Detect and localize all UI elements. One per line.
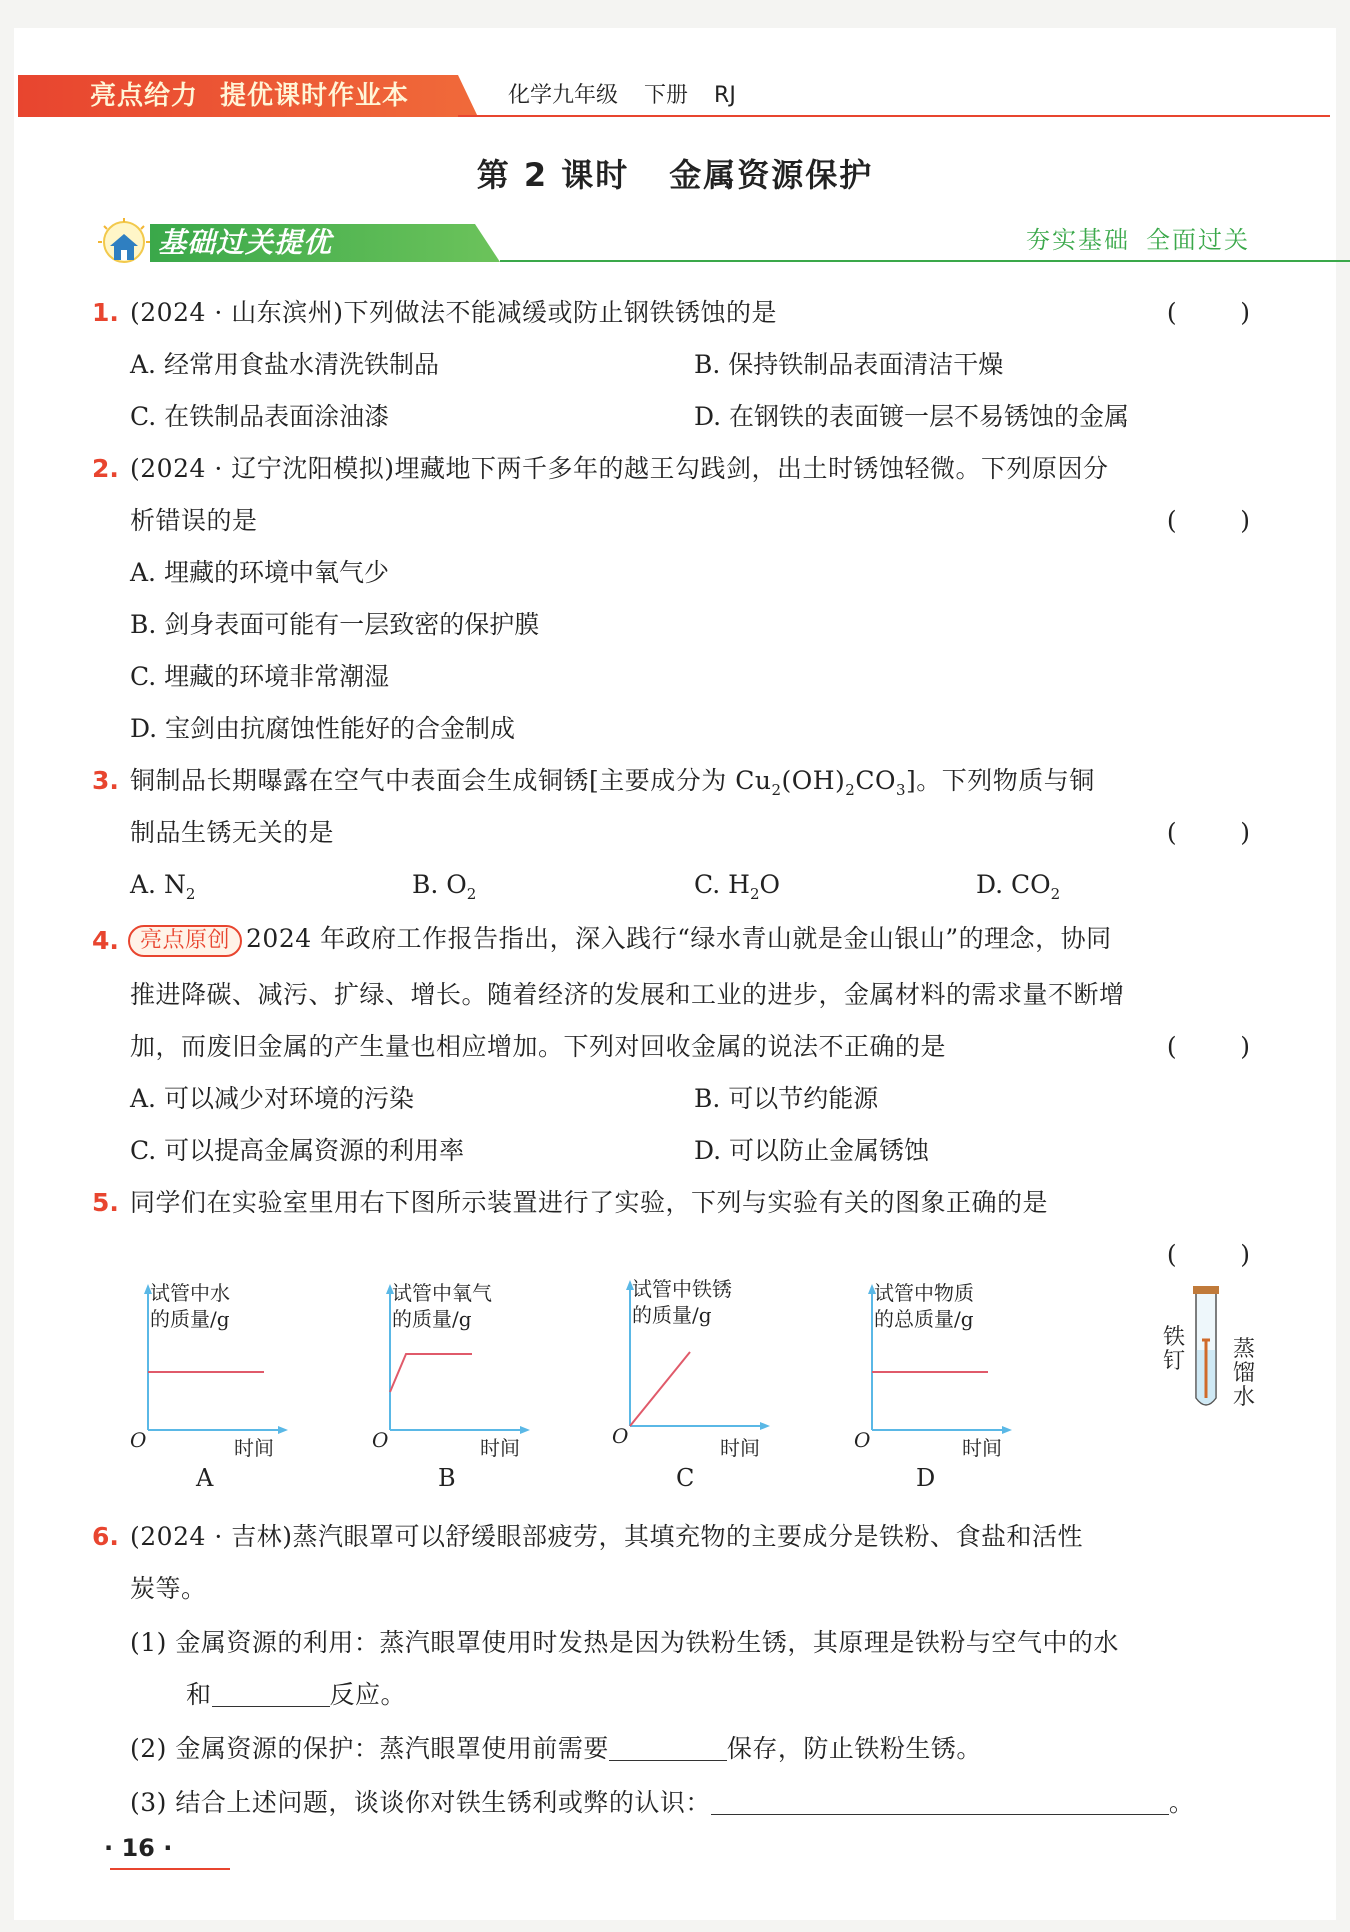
question-number: 3. [92, 766, 119, 795]
stem-text: 铜制品长期曝露在空气中表面会生成铜锈[主要成分为 Cu [130, 766, 772, 795]
graph-d [854, 1280, 1016, 1492]
lesson-number: 第 2 课时 [476, 156, 630, 194]
option-b [412, 868, 476, 911]
slogan-part-2: 全面过关 [1146, 226, 1250, 254]
option-c: C. 可以提高金属资源的利用率 [130, 1136, 465, 1165]
question-stem-line-1 [130, 764, 1095, 807]
edition: RJ [714, 83, 736, 108]
question-number: 2. [92, 454, 119, 483]
graph-b-tag: B [438, 1464, 456, 1492]
graph-a-tag: A [196, 1464, 214, 1492]
subscript: 2 [1050, 885, 1061, 903]
graph-c [612, 1276, 774, 1492]
volume: 下册 [644, 83, 689, 108]
question-stem-line-3: 加，而废旧金属的产生量也相应增加。下列对回收金属的说法不正确的是 [130, 1032, 947, 1061]
graph-b-ylabel: 试管中氧气 的质量/g [392, 1281, 492, 1331]
question-stem-line-2: 析错误的是 [130, 506, 258, 535]
question-number: 6. [92, 1522, 119, 1551]
option-a: A. 埋藏的环境中氧气少 [130, 558, 389, 587]
subscript: 3 [895, 781, 907, 799]
sub3-text: (3) 结合上述问题，谈谈你对铁生锈利或弊的认识： [130, 1788, 711, 1817]
option-text-tail: O [759, 870, 780, 899]
option-d [976, 868, 1060, 911]
graph-a [130, 1280, 292, 1492]
subquestion-1-line-2 [186, 1678, 406, 1712]
nail-label: 铁钉 [1162, 1325, 1185, 1374]
lesson-title [0, 150, 1350, 196]
question-stem: 同学们在实验室里用右下图所示装置进行了实验，下列与实验有关的图象正确的是 [130, 1188, 1049, 1217]
answer-blank-1[interactable] [212, 1680, 330, 1707]
option-c [694, 868, 780, 911]
test-tube-apparatus [1152, 1286, 1262, 1416]
question-stem-line-1: (2024 · 辽宁沈阳模拟)埋藏地下两千多年的越王勾践剑，出土时锈蚀轻微。下列原因分 [130, 454, 1109, 483]
question-stem-line-2: 推进降碳、减污、扩绿、增长。随着经济的发展和工业的进步，金属材料的需求量不断增 [130, 980, 1125, 1009]
original-badge: 亮点原创 [128, 925, 242, 957]
sub3-text-tail: 。 [1168, 1788, 1195, 1817]
stem-text: 2024 年政府工作报告指出，深入践行“绿水青山就是金山银山”的理念，协同 [246, 924, 1112, 953]
section-rule [500, 260, 1350, 262]
option-text: D. CO [976, 870, 1051, 899]
answer-blank-2[interactable] [609, 1734, 727, 1761]
header-book-info [508, 75, 762, 117]
lesson-name: 金属资源保护 [669, 156, 874, 194]
answer-bracket[interactable]: ( ) [1166, 1032, 1250, 1061]
question-stem-line-1: (2024 · 吉林)蒸汽眼罩可以舒缓眼部疲劳，其填充物的主要成分是铁粉、食盐和活性 [130, 1522, 1083, 1551]
subscript: 2 [749, 885, 760, 903]
option-text: B. O [412, 870, 467, 899]
question-stem-line-1 [128, 922, 1112, 957]
question-stem-line-2: 制品生锈无关的是 [130, 818, 335, 847]
water-label: 蒸馏水 [1232, 1337, 1255, 1410]
brand-series: 提优课时作业本 [220, 81, 410, 111]
question-number: 5. [92, 1188, 119, 1217]
question-number: 4. [92, 926, 119, 955]
graph-c-tag: C [676, 1464, 695, 1492]
graph-c-origin: O [612, 1424, 629, 1448]
option-text: C. H [694, 870, 750, 899]
house-sun-icon [96, 218, 152, 266]
subquestion-3 [130, 1786, 1194, 1820]
graph-a-xlabel: 时间 [234, 1436, 274, 1460]
option-a [130, 868, 195, 911]
question-stem-line-2: 炭等。 [130, 1574, 207, 1603]
option-a: A. 可以减少对环境的污染 [130, 1084, 414, 1113]
graph-a-origin: O [130, 1428, 147, 1452]
brand-name: 亮点给力 [90, 81, 199, 111]
graph-d-tag: D [916, 1464, 936, 1492]
page-header [18, 75, 1328, 117]
graph-c-curve [630, 1352, 690, 1426]
subscript: 2 [185, 885, 196, 903]
graph-b-xlabel: 时间 [480, 1436, 520, 1460]
option-c: C. 在铁制品表面涂油漆 [130, 402, 390, 431]
question-stem: (2024 · 山东滨州)下列做法不能减缓或防止钢铁锈蚀的是 [130, 298, 777, 327]
graph-d-origin: O [854, 1428, 871, 1452]
graph-c-xlabel: 时间 [720, 1436, 760, 1460]
section-banner [96, 218, 1250, 266]
page-number: · 16 · [104, 1834, 173, 1862]
header-brand [18, 75, 458, 117]
stem-text: ]。下列物质与铜 [906, 766, 1095, 795]
option-b: B. 剑身表面可能有一层致密的保护膜 [130, 610, 540, 639]
sub1-text: 和 [186, 1680, 212, 1709]
stem-text: CO [855, 766, 896, 795]
subject-grade: 化学九年级 [508, 83, 619, 108]
graph-b-curve [390, 1354, 472, 1392]
answer-bracket[interactable]: ( ) [1166, 506, 1250, 535]
option-d: D. 在钢铁的表面镀一层不易锈蚀的金属 [694, 402, 1130, 431]
answer-bracket[interactable]: ( ) [1166, 818, 1250, 847]
graph-b-origin: O [372, 1428, 389, 1452]
sub2-text: (2) 金属资源的保护：蒸汽眼罩使用前需要 [130, 1734, 609, 1763]
question-number: 1. [92, 298, 119, 327]
graph-a-ylabel: 试管中水 的质量/g [150, 1281, 230, 1331]
answer-bracket[interactable]: ( ) [1166, 298, 1250, 327]
section-slogan [1026, 222, 1250, 258]
section-title: 基础过关提优 [158, 226, 333, 259]
subquestion-2 [130, 1732, 982, 1766]
subscript: 2 [845, 781, 856, 799]
option-d: D. 宝剑由抗腐蚀性能好的合金制成 [130, 714, 516, 743]
option-b: B. 可以节约能源 [694, 1084, 879, 1113]
option-c: C. 埋藏的环境非常潮湿 [130, 662, 390, 691]
option-d: D. 可以防止金属锈蚀 [694, 1136, 930, 1165]
stem-text: (OH) [781, 766, 846, 795]
graph-d-ylabel: 试管中物质 的总质量/g [874, 1281, 974, 1331]
graph-b [372, 1280, 534, 1492]
footer-rule [110, 1868, 230, 1870]
option-a: A. 经常用食盐水清洗铁制品 [130, 350, 439, 379]
subscript: 2 [466, 885, 477, 903]
option-b: B. 保持铁制品表面清洁干燥 [694, 350, 1004, 379]
header-rule [458, 115, 1330, 117]
graph-d-xlabel: 时间 [962, 1436, 1002, 1460]
slogan-part-1: 夯实基础 [1026, 226, 1130, 254]
graph-c-ylabel: 试管中铁锈 的质量/g [632, 1277, 732, 1327]
sub2-text-tail: 保存，防止铁粉生锈。 [726, 1734, 982, 1763]
subscript: 2 [771, 781, 782, 799]
answer-blank-3[interactable] [711, 1788, 1169, 1815]
option-text: A. N [130, 870, 186, 899]
sub1-text-tail: 反应。 [329, 1680, 407, 1709]
answer-bracket[interactable]: ( ) [1166, 1240, 1250, 1269]
subquestion-1-line-1: (1) 金属资源的利用：蒸汽眼罩使用时发热是因为铁粉生锈，其原理是铁粉与空气中的水 [130, 1628, 1119, 1657]
